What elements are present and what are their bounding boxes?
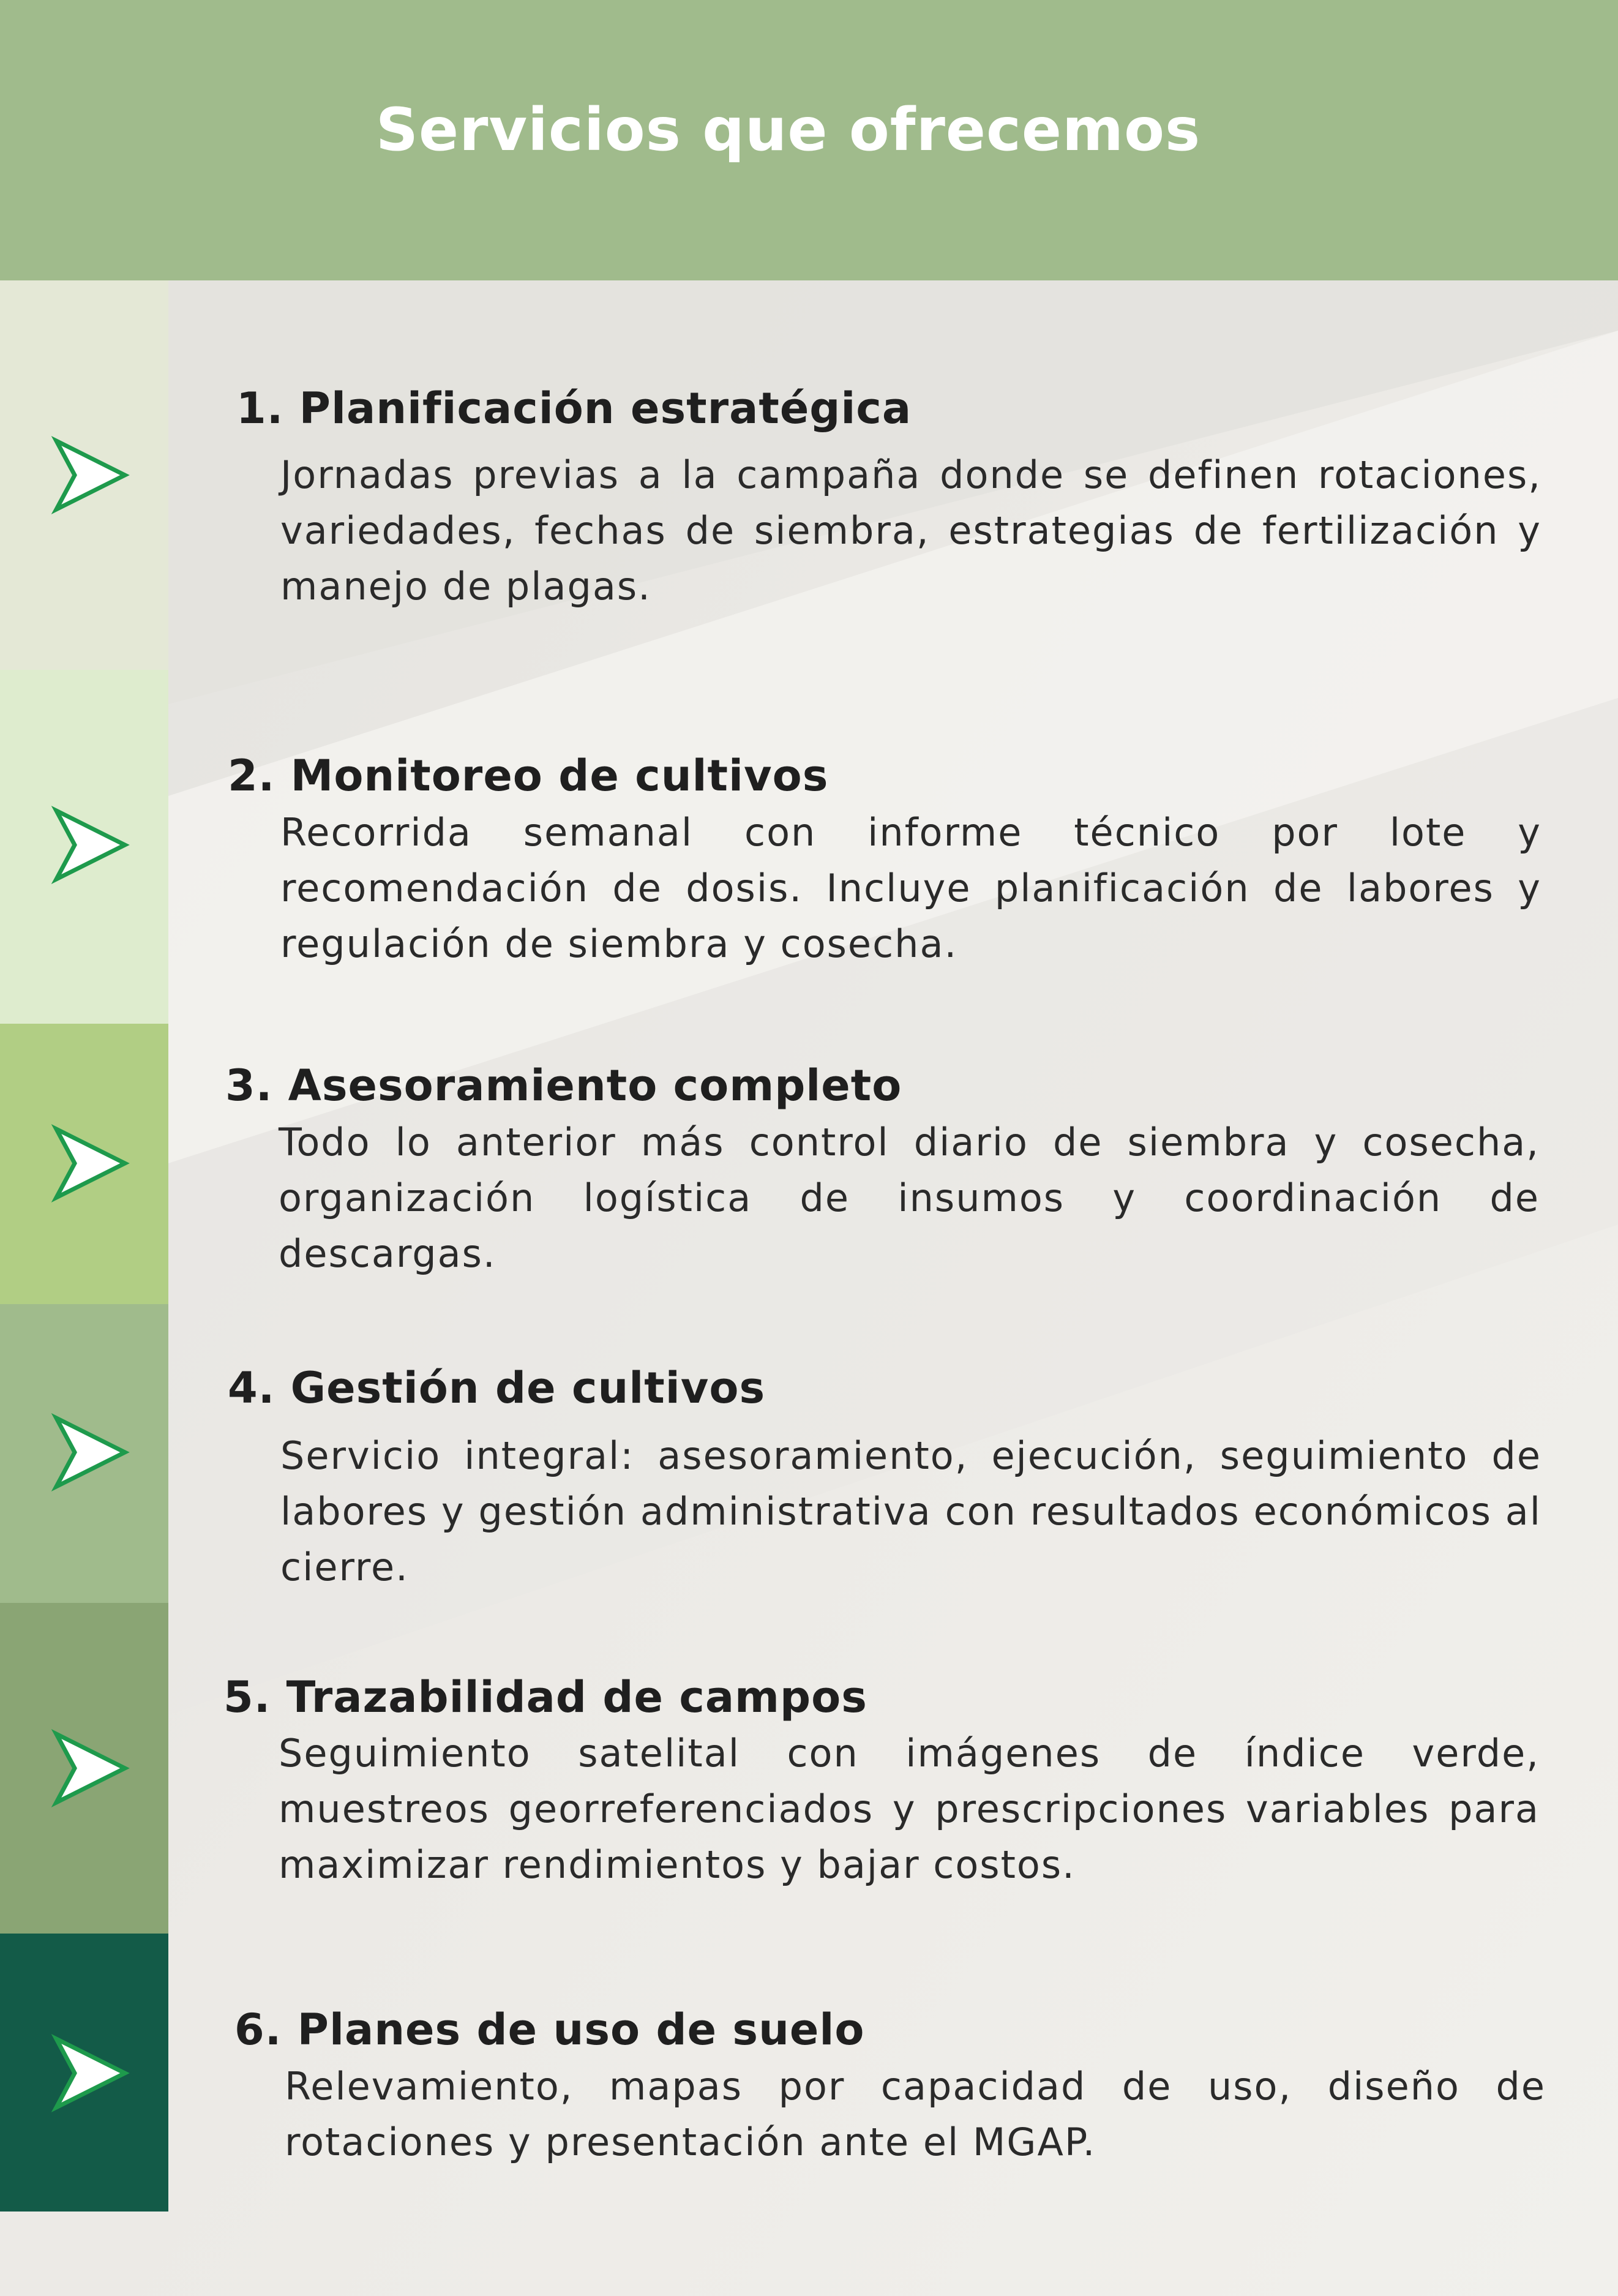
service-title: 2. Monitoreo de cultivos xyxy=(228,751,829,801)
chevron-right-icon xyxy=(48,1725,133,1811)
service-title: 1. Planificación estratégica xyxy=(236,383,912,433)
service-title: 6. Planes de uso de suelo xyxy=(234,2005,865,2055)
service-description: Seguimiento satelital con imágenes de índice verde, muestreos georreferenciados y prescripciones variables para maximizar rendimientos y bajar costos. xyxy=(279,1731,1540,1887)
service-description: Relevamiento, mapas por capacidad de uso, diseño de rotaciones y presentación ante el MGAP. xyxy=(285,2064,1546,2164)
chevron-right-icon xyxy=(48,2030,133,2116)
chevron-right-icon xyxy=(48,1409,133,1495)
service-title: 5. Trazabilidad de campos xyxy=(223,1672,867,1722)
service-description: Recorrida semanal con informe técnico por lote y recomendación de dosis. Incluye planificación de labores y regulación de siembra y cosecha. xyxy=(280,810,1541,966)
service-description: Todo lo anterior más control diario de siembra y cosecha, organización logística de insumos y coordinación de descargas. xyxy=(279,1120,1540,1276)
service-title: 3. Asesoramiento completo xyxy=(225,1060,902,1111)
chevron-right-icon xyxy=(48,802,133,888)
service-description: Jornadas previas a la campaña donde se definen rotaciones, variedades, fechas de siembra, estrategias de fertilización y manejo de plagas. xyxy=(280,452,1541,609)
service-title: 4. Gestión de cultivos xyxy=(228,1363,766,1413)
chevron-right-icon xyxy=(48,432,133,518)
service-description: Servicio integral: asesoramiento, ejecución, seguimiento de labores y gestión administrativa con resultados económicos al cierre. xyxy=(280,1433,1541,1589)
chevron-right-icon xyxy=(48,1120,133,1206)
page-title: Servicios que ofrecemos xyxy=(375,96,1201,164)
